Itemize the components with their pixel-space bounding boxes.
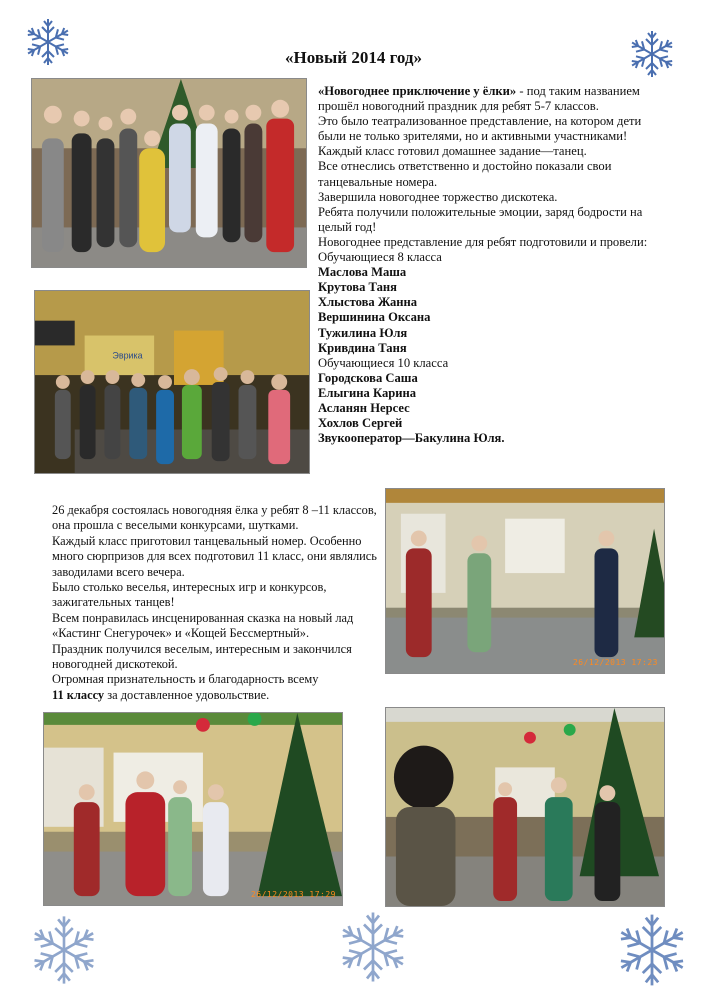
snowflake-icon [26,912,102,988]
paragraph: Праздник получился веселым, интересным и закончился новогодней дискотекой. [52,641,352,672]
photo-group-by-tree [31,78,307,268]
student-name: Елыгина Карина [318,385,417,400]
paragraph: Каждый класс приготовил танцевальный номер. Особенно много сюрпризов для всех подготовил 11 класс, они являлись заводилами всего вечера. [52,533,377,579]
photo-date-stamp: 26/12/2013 17:23 [572,658,658,667]
student-name: Городскова Саша [318,370,418,385]
student-name: Асланян Нерсес [318,400,410,415]
paragraph: Каждый класс готовил домашнее задание—танец. [318,144,587,159]
photo-performers-near-tree [385,707,665,907]
lead-bold: «Новогоднее приключение у ёлки» [318,84,517,98]
student-name: Хохлов Сергей [318,416,403,431]
student-name: Хлыстова Жанна [318,295,418,310]
paragraph-rest: за доставленное удовольствие. [104,687,270,702]
article-text-1 [318,84,668,446]
student-name: Крутова Таня [318,280,397,295]
photo-costumed-performers [385,488,665,674]
paragraph: Это было театрализованное представление, на котором дети были не только зрителями, но и активными участниками! [318,114,642,144]
group-label: Обучающиеся 10 класса [318,355,449,370]
paragraph: Завершила новогоднее торжество дискотека. [318,189,558,204]
group-label: Обучающиеся 8 класса [318,250,442,265]
paragraph: Ребята получили положительные эмоции, заряд бодрости на целый год! [318,204,643,234]
student-name: Вершинина Оксана [318,310,431,325]
paragraph: Новогоднее представление для ребят подготовили и провели: [318,234,648,249]
paragraph: Все отнеслись ответственно и достойно показали свои танцевальные номера. [318,159,612,189]
student-name: Тужилина Юля [318,325,408,340]
class-highlight: 11 классу [52,687,105,702]
page-title: «Новый 2014 год» [285,48,422,67]
paragraph: Всем понравилась инсценированная сказка на новый лад «Кастинг Снегурочек» и «Кощей Бессмертный». [52,610,354,641]
lead-rest: - под таким названием прошёл новогодний праздник для ребят 5-7 классов. [318,84,640,114]
sound-engineer: Звукооператор—Бакулина Юля. [318,431,505,446]
paragraph: Было столько веселья, интересных игр и конкурсов, зажигательных танцев! [52,580,327,610]
student-name: Кривдина Таня [318,340,407,355]
snowflake-icon [334,908,412,986]
photo-date-stamp: 26/12/2013 17:29 [250,890,336,899]
photo-ded-moroz [43,712,343,906]
snowflake-icon [612,910,692,990]
paragraph: Огромная признательность и благодарность всему [52,672,319,687]
photo-dancing-circle [34,290,310,474]
paragraph: 26 декабря состоялась новогодняя ёлка у ребят 8 –11 классов, она прошла с веселыми конкурсами, шутками. [52,503,377,533]
student-name: Маслова Маша [318,265,407,280]
article-text-2 [52,503,382,703]
sign-evrika: Эврика [112,350,143,361]
